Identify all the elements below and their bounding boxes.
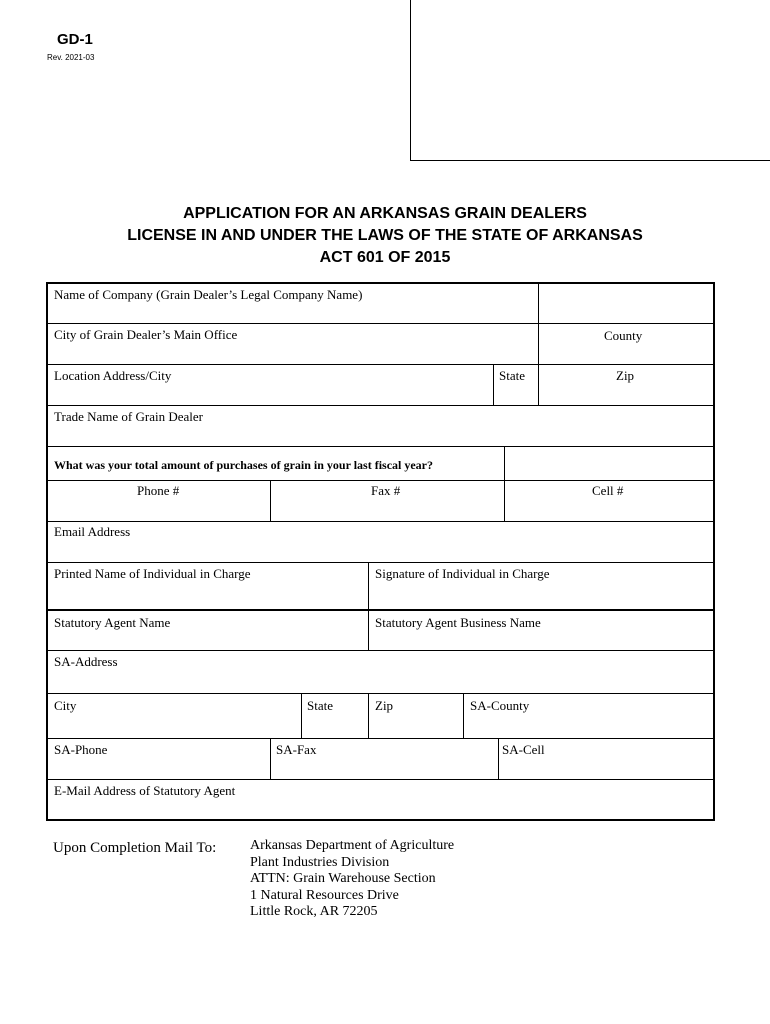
- purchases-amount-field[interactable]: [505, 447, 715, 480]
- address-line: Arkansas Department of Agriculture: [250, 838, 455, 853]
- sa-state-field[interactable]: [302, 694, 368, 738]
- printed-name-field[interactable]: [48, 563, 368, 609]
- location-address-field[interactable]: [48, 365, 493, 405]
- cell-field[interactable]: [505, 481, 715, 521]
- cell-label: Cell #: [592, 483, 624, 498]
- title-line-2: LICENSE IN AND UNDER THE LAWS OF THE STATE OF ARKANSAS: [127, 227, 643, 244]
- sa-zip-label: Zip: [375, 698, 394, 713]
- sa-address-label: SA-Address: [54, 654, 118, 669]
- zip-field[interactable]: [539, 365, 715, 405]
- sa-address-field[interactable]: [48, 651, 715, 693]
- city-main-office-label: City of Grain Dealer’s Main Office: [54, 327, 238, 342]
- address-line: Little Rock, AR 72205: [250, 904, 378, 920]
- revision-label: Rev. 2021-03: [47, 53, 95, 62]
- printed-name-label: Printed Name of Individual in Charge: [54, 566, 251, 581]
- sa-county-label: SA-County: [470, 698, 530, 713]
- email-label: Email Address: [54, 524, 131, 539]
- fax-label: Fax #: [371, 483, 401, 498]
- title-line-1: APPLICATION FOR AN ARKANSAS GRAIN DEALERS: [183, 205, 587, 222]
- sa-zip-field[interactable]: [369, 694, 463, 738]
- sa-county-field[interactable]: [464, 694, 715, 738]
- county-field[interactable]: [539, 324, 715, 364]
- sa-phone-field[interactable]: [48, 739, 270, 779]
- mail-to-label: Upon Completion Mail To:: [53, 840, 217, 856]
- sa-city-label: City: [54, 698, 77, 713]
- city-main-office-field[interactable]: [48, 324, 538, 364]
- company-name-label: Name of Company (Grain Dealer’s Legal Company Name): [54, 287, 363, 302]
- sa-city-field[interactable]: [48, 694, 301, 738]
- sa-email-label: E-Mail Address of Statutory Agent: [54, 783, 236, 798]
- company-name-field[interactable]: [48, 284, 538, 323]
- agent-name-field[interactable]: [48, 611, 368, 650]
- office-use-stamp-box: [410, 0, 770, 161]
- form-code: GD-1: [57, 31, 93, 48]
- phone-field[interactable]: [48, 481, 270, 521]
- purchases-question-label: What was your total amount of purchases of grain in your last fiscal year?: [54, 458, 434, 472]
- agent-name-label: Statutory Agent Name: [54, 615, 171, 630]
- county-label: County: [604, 328, 643, 343]
- signature-field[interactable]: [369, 563, 715, 609]
- mailing-address: [250, 838, 454, 921]
- address-line: 1 Natural Resources Drive: [250, 887, 399, 903]
- agent-business-name-label: Statutory Agent Business Name: [375, 615, 541, 630]
- zip-label: Zip: [616, 368, 635, 383]
- location-address-label: Location Address/City: [54, 368, 172, 383]
- phone-label: Phone #: [137, 483, 180, 498]
- state-field[interactable]: [494, 365, 538, 405]
- signature-label: Signature of Individual in Charge: [375, 566, 550, 581]
- sa-state-label: State: [307, 698, 333, 713]
- sa-phone-label: SA-Phone: [54, 742, 108, 757]
- sa-cell-field[interactable]: [499, 739, 715, 779]
- trade-name-label: Trade Name of Grain Dealer: [54, 409, 203, 424]
- title-line-3: ACT 601 OF 2015: [319, 249, 451, 266]
- address-line: Plant Industries Division: [250, 854, 390, 870]
- fax-field[interactable]: [271, 481, 504, 521]
- sa-fax-field[interactable]: [271, 739, 498, 779]
- trade-name-field[interactable]: [48, 406, 715, 446]
- sa-email-field[interactable]: [48, 780, 715, 819]
- address-line: ATTN: Grain Warehouse Section: [250, 871, 436, 887]
- sa-cell-label: SA-Cell: [502, 742, 545, 757]
- application-form-table: [46, 282, 715, 821]
- agent-business-name-field[interactable]: [369, 611, 715, 650]
- company-extra-field[interactable]: [539, 284, 715, 323]
- email-field[interactable]: [48, 522, 715, 562]
- state-label: State: [499, 368, 525, 383]
- sa-fax-label: SA-Fax: [276, 742, 317, 757]
